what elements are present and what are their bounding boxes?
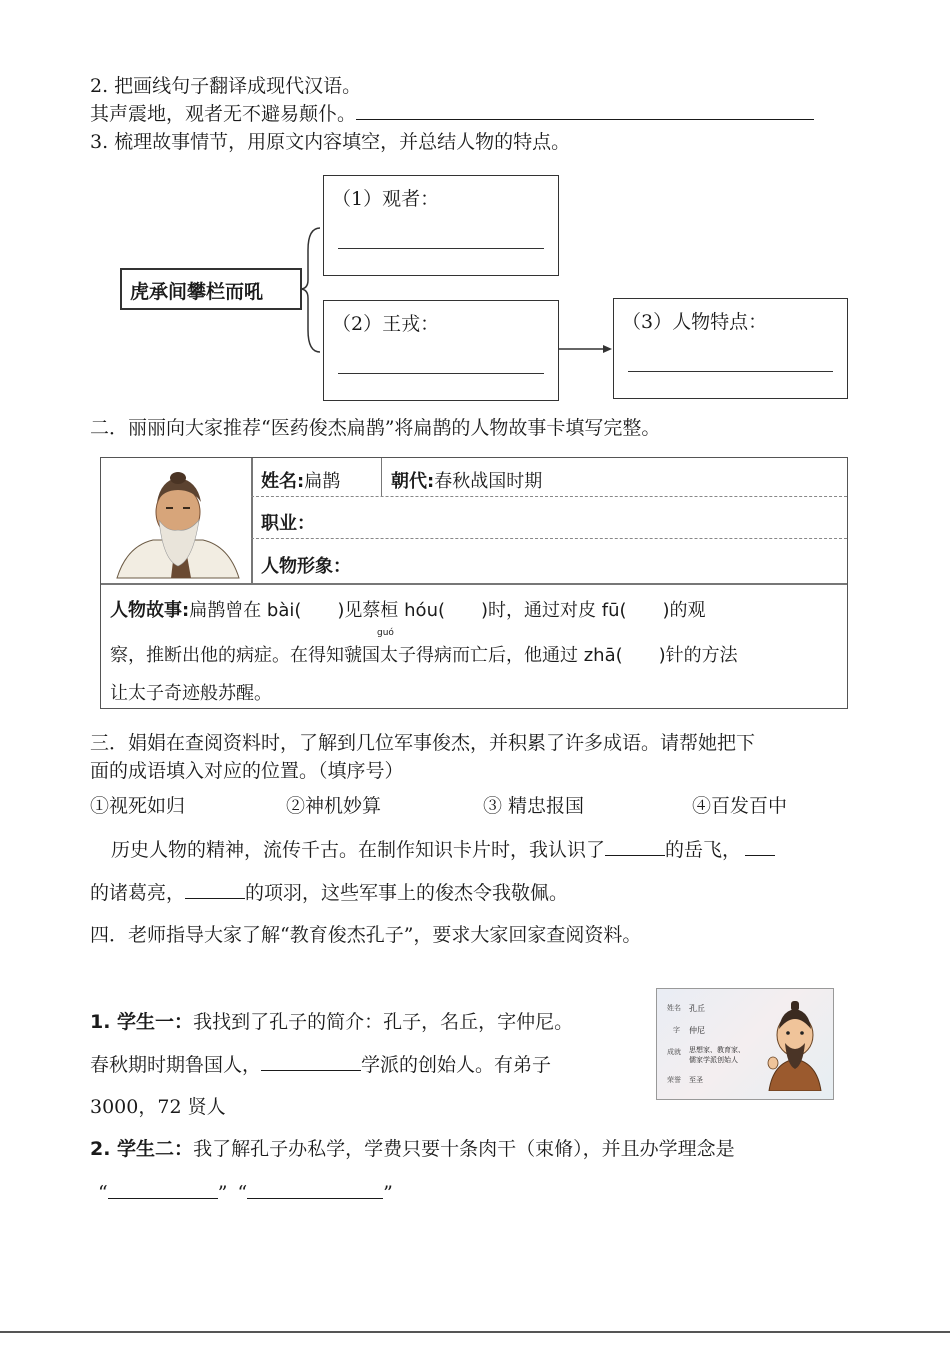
quote-close-2: ”	[383, 1182, 393, 1204]
id-zi-val: 仲尼	[689, 1026, 705, 1035]
quote-open-1: “	[98, 1182, 108, 1204]
q3-box2-blank[interactable]	[338, 373, 544, 374]
q3-box2-label: （2）王戎：	[332, 313, 440, 335]
blank-school[interactable]	[261, 1052, 361, 1071]
student1-text: 我找到了孔子的简介：孔子，名丘，字仲尼。	[193, 1011, 574, 1033]
q3-prompt: 3. 梳理故事情节，用原文内容填空，并总结人物的特点。	[90, 131, 571, 153]
student1-line-2	[90, 1052, 551, 1077]
card-section-line	[101, 583, 847, 585]
student2-text: 我了解孔子办私学，学费只要十条肉干（束脩），并且办学理念是	[193, 1138, 735, 1160]
para2-text-b: 的项羽，这些军事上的俊杰令我敬佩。	[245, 882, 569, 904]
blank-yuefei[interactable]	[605, 837, 665, 856]
job-label: 职业：	[261, 513, 315, 534]
idiom-option-4: ④百发百中	[692, 795, 788, 817]
q3-box-viewers	[323, 175, 559, 276]
blank-idea-1[interactable]	[108, 1180, 218, 1199]
quote-open-2: “	[237, 1182, 248, 1204]
blank-zhuge[interactable]	[745, 837, 775, 856]
q3-box3-label: （3）人物特点：	[622, 311, 768, 333]
sec3-heading-1: 三．娟娟在查阅资料时，了解到几位军事俊杰，并积累了许多成语。请帮她把下	[90, 732, 756, 754]
confucius-id-card	[656, 988, 834, 1100]
q3-box-wangrong	[323, 300, 559, 401]
student2-line-1	[90, 1137, 735, 1161]
idiom-option-3: ③ 精忠报国	[483, 795, 585, 817]
card-row-line	[251, 538, 847, 539]
q3-box-traits	[613, 298, 848, 399]
story-label: 人物故事:	[110, 600, 190, 621]
quote-close-1: ”	[217, 1182, 228, 1204]
id-honor-val: 至圣	[689, 1076, 703, 1084]
confucius-cartoon	[763, 999, 827, 1091]
q3-box1-blank[interactable]	[338, 248, 544, 249]
dynasty-row	[391, 467, 542, 493]
student1-label: 1. 学生一：	[90, 1011, 194, 1033]
name-label: 姓名:	[261, 471, 305, 492]
id-title-val-2: 儒家学派创始人	[689, 1056, 738, 1064]
para2-text-a: 的诸葛亮，	[90, 882, 186, 904]
idiom-option-1: ①视死如归	[90, 795, 186, 817]
student2-line-2	[98, 1180, 393, 1205]
q3-box3-blank[interactable]	[628, 371, 833, 372]
image-label: 人物形象：	[261, 556, 351, 577]
idiom-option-2: ②神机妙算	[286, 795, 382, 817]
ruby-guo: guó	[377, 628, 394, 638]
sec3-para-1	[111, 837, 775, 862]
name-value: 扁鹊	[304, 471, 341, 492]
para1-text-b: 的岳飞，	[665, 839, 742, 861]
student1-line-3: 3000，72 贤人	[90, 1096, 226, 1118]
story-text-1: 扁鹊曾在 bài( )见蔡桓 hóu( )时，通过对皮 fū( )的观	[189, 600, 706, 621]
id-honor-key: 荣誉	[667, 1076, 681, 1084]
student2-label: 2. 学生二：	[90, 1138, 194, 1160]
story-line-1	[110, 596, 706, 622]
dynasty-label: 朝代:	[391, 471, 435, 492]
id-name-val: 孔丘	[689, 1004, 705, 1013]
dynasty-value: 春秋战国时期	[434, 471, 543, 492]
card-divider-v2	[381, 458, 382, 496]
student1-text-2b: 学派的创始人。有弟子	[361, 1054, 552, 1076]
student1-text-2a: 春秋期时期鲁国人，	[90, 1054, 262, 1076]
blank-idea-2[interactable]	[247, 1180, 383, 1199]
card-row-line	[251, 496, 847, 497]
card-divider-v	[251, 458, 253, 583]
sec2-heading: 二．丽丽向大家推荐“医药俊杰扁鹊”将扁鹊的人物故事卡填写完整。	[90, 417, 661, 439]
q2-prompt: 2. 把画线句子翻译成现代汉语。	[90, 75, 362, 97]
id-title-key: 成就	[667, 1048, 681, 1056]
name-row	[261, 467, 340, 493]
page-bottom-border	[0, 1331, 950, 1333]
story-text-2: 察，推断出他的病症。在得知虢国太子得病而亡后，他通过 zhā( )针的方法	[110, 645, 738, 666]
para1-text-a: 历史人物的精神，流传千古。在制作知识卡片时，我认识了	[111, 839, 606, 861]
id-name-key: 姓名	[667, 1004, 681, 1012]
q3-center-label: 虎承间攀栏而吼	[130, 281, 264, 303]
student1-line-1	[90, 1010, 573, 1034]
id-title-val-1: 思想家、教育家、	[689, 1046, 745, 1054]
story-card	[100, 457, 848, 709]
sec3-para-2	[90, 880, 568, 905]
bian-que-portrait	[113, 468, 243, 580]
q3-box1-label: （1）观者：	[332, 188, 440, 210]
sec3-heading-2: 面的成语填入对应的位置。（填序号）	[90, 760, 404, 782]
blank-xiangyu[interactable]	[185, 880, 245, 899]
sec4-heading: 四．老师指导大家了解“教育俊杰孔子”，要求大家回家查阅资料。	[90, 924, 642, 946]
q3-center-node	[120, 268, 302, 310]
q2-sentence: 其声震地，观者无不避易颠仆。	[90, 103, 357, 125]
id-zi-key: 字	[673, 1026, 680, 1034]
story-text-3: 让太子奇迹般苏醒。	[110, 683, 272, 704]
